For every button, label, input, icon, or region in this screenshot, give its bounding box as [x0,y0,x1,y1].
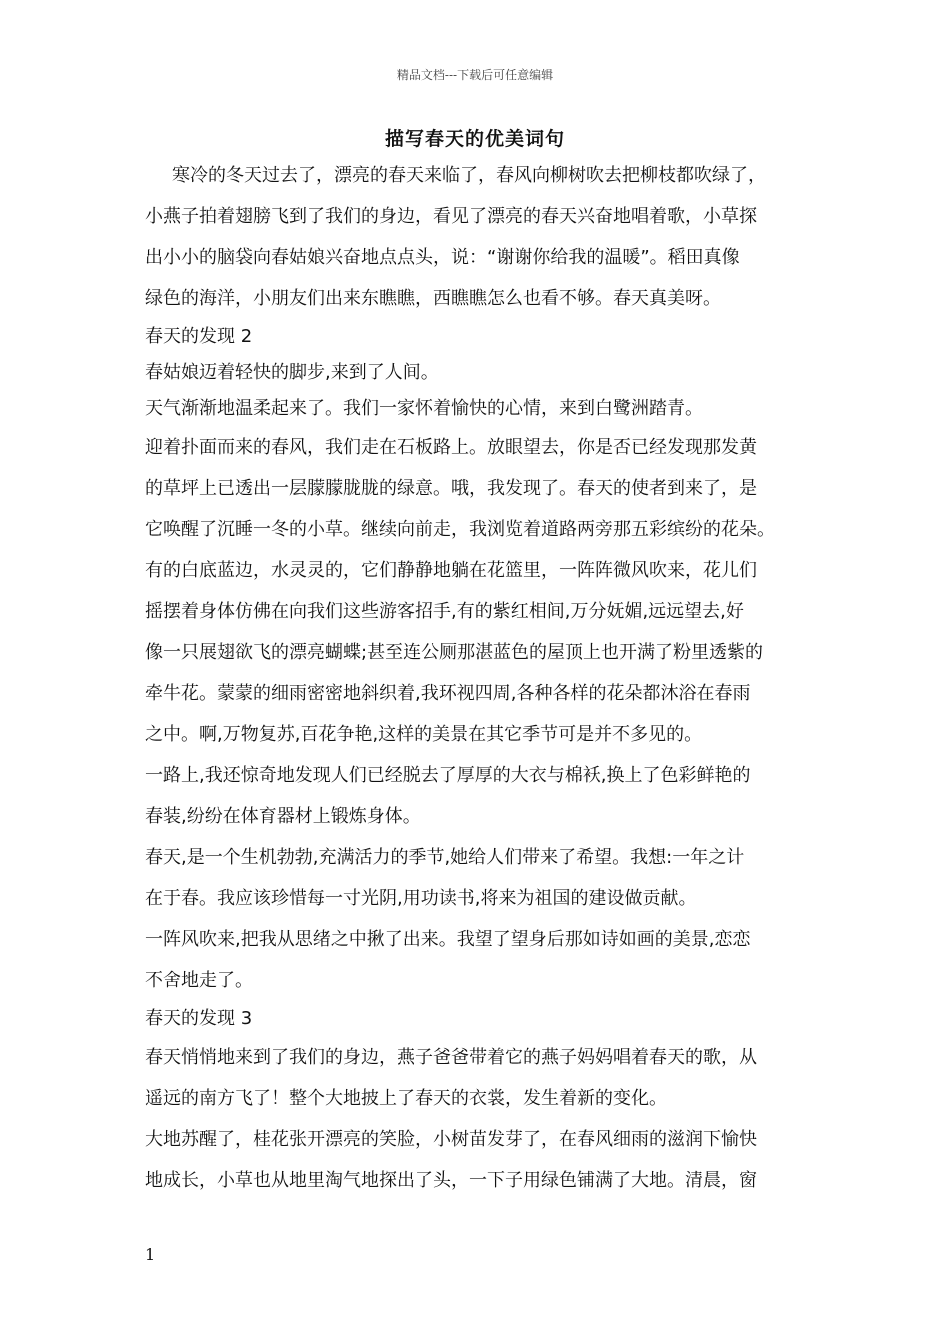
text-line: 不舍地走了。 [145,970,253,991]
text-line: 牵牛花。蒙蒙的细雨密密地斜织着,我环视四周,各种各样的花朵都沐浴在春雨 [145,683,751,704]
text-line: 绿色的海洋，小朋友们出来东瞧瞧，西瞧瞧怎么也看不够。春天真美呀。 [145,288,721,309]
text-line: 迎着扑面而来的春风，我们走在石板路上。放眼望去，你是否已经发现那发黄 [145,437,757,458]
text-line: 之中。啊,万物复苏,百花争艳,这样的美景在其它季节可是并不多见的。 [145,724,703,745]
document-title: 描写春天的优美词句 [384,128,565,150]
text-line: 小燕子拍着翅膀飞到了我们的身边，看见了漂亮的春天兴奋地唱着歌，小草探 [145,206,757,227]
text-line: 出小小的脑袋向春姑娘兴奋地点点头，说：“谢谢你给我的温暖”。稻田真像 [145,247,740,268]
text-line: 春姑娘迈着轻快的脚步,来到了人间。 [145,362,439,383]
section-heading: 春天的发现 3 [145,1008,253,1029]
text-line: 遥远的南方飞了！整个大地披上了春天的衣裳，发生着新的变化。 [145,1088,667,1109]
page-number: 1 [145,1245,156,1264]
text-line: 的草坪上已透出一层朦朦胧胧的绿意。哦，我发现了。春天的使者到来了，是 [145,478,757,499]
page-header: 精品文档---下载后可任意编辑 [396,68,554,82]
text-line: 寒冷的冬天过去了，漂亮的春天来临了，春风向柳树吹去把柳枝都吹绿了， [172,165,766,186]
text-line: 像一只展翅欲飞的漂亮蝴蝶;甚至连公厕那湛蓝色的屋顶上也开满了粉里透紫的 [145,642,764,663]
text-line: 春天悄悄地来到了我们的身边，燕子爸爸带着它的燕子妈妈唱着春天的歌，从 [145,1047,757,1068]
text-line: 春天,是一个生机勃勃,充满活力的季节,她给人们带来了希望。我想:一年之计 [145,847,745,868]
text-line: 一阵风吹来,把我从思绪之中揪了出来。我望了望身后那如诗如画的美景,恋恋 [145,929,751,950]
text-line: 大地苏醒了，桂花张开漂亮的笑脸，小树苗发芽了，在春风细雨的滋润下愉快 [145,1129,757,1150]
text-line: 在于春。我应该珍惜每一寸光阴,用功读书,将来为祖国的建设做贡献。 [145,888,697,909]
text-line: 它唤醒了沉睡一冬的小草。继续向前走，我浏览着道路两旁那五彩缤纷的花朵。 [145,519,775,540]
section-heading: 春天的发现 2 [145,326,253,347]
text-line: 有的白底蓝边，水灵灵的，它们静静地躺在花篮里，一阵阵微风吹来，花儿们 [145,560,757,581]
text-line: 一路上,我还惊奇地发现人们已经脱去了厚厚的大衣与棉袄,换上了色彩鲜艳的 [145,765,751,786]
text-line: 摇摆着身体仿佛在向我们这些游客招手,有的紫红相间,万分妩媚,远远望去,好 [145,601,744,622]
text-line: 天气渐渐地温柔起来了。我们一家怀着愉快的心情，来到白鹭洲踏青。 [145,398,703,419]
text-line: 地成长，小草也从地里淘气地探出了头，一下子用绿色铺满了大地。清晨，窗 [145,1170,757,1191]
document-body [145,155,825,1201]
text-line: 春装,纷纷在体育器材上锻炼身体。 [145,806,421,827]
